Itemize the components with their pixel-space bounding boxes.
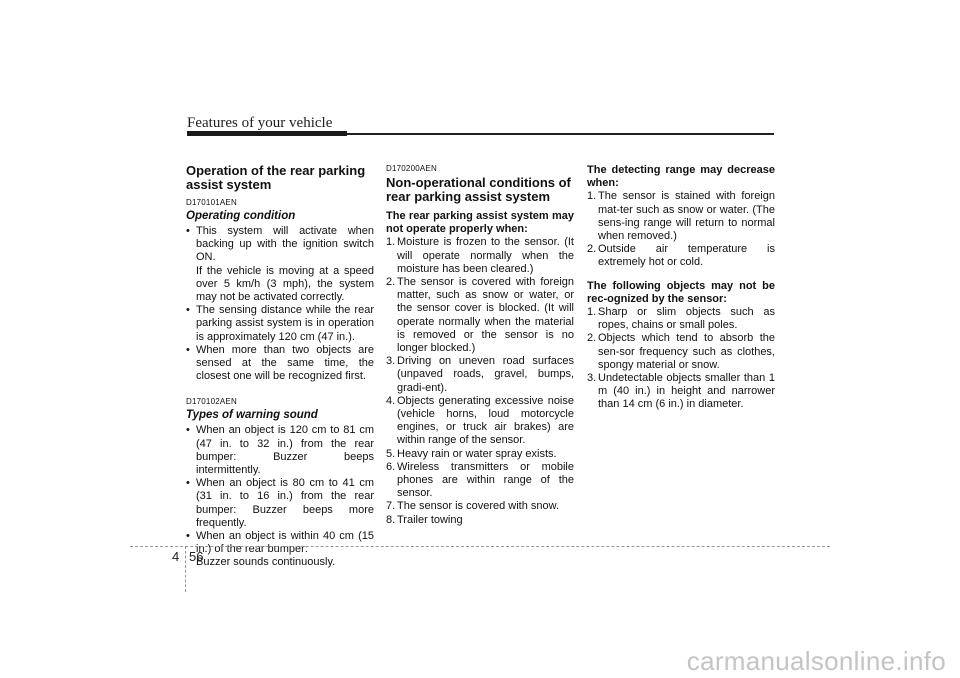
- header-rule-accent: [187, 131, 347, 136]
- list-item: 4. Objects generating excessive noise (vehicle horns, loud motorcycle engines, or truck air brakes) are within range of the sensor.: [386, 394, 574, 447]
- list-item: 1. The sensor is stained with foreign mat-ter such as snow or water. (The sens-ing range will return to normal when removed.): [587, 190, 775, 243]
- list-item: 5. Heavy rain or water spray exists.: [386, 447, 557, 460]
- list-item: 1. Moisture is frozen to the sensor. (It will operate normally when the moisture has been cleared.): [386, 236, 574, 275]
- bullet-marker: •: [186, 304, 190, 317]
- footer-divider: [185, 546, 186, 592]
- section-code: D170101AEN: [186, 198, 237, 207]
- chapter-number: 4: [172, 549, 180, 564]
- bullet-marker: •: [186, 477, 190, 490]
- list-item: • When an object is 120 cm to 81 cm (47 in. to 32 in.) from the rear bumper: Buzzer beeps intermittently.: [186, 424, 374, 477]
- heading-non-operational: Non-operational conditions of rear parking assist system: [386, 175, 571, 204]
- footer-rule: [130, 546, 830, 547]
- list-item-continuation: If the vehicle is moving at a speed over 5 km/h (3 mph), the system may not be activated correctly.: [196, 264, 374, 304]
- section-code: D170102AEN: [186, 397, 237, 407]
- list-item: 3. Undetectable objects smaller than 1 m (40 in.) in height and narrower than 14 cm (6 in.) in diameter.: [587, 372, 775, 411]
- header-rule: [187, 133, 774, 135]
- list-item: • When more than two objects are sensed at the same time, the closest one will be recognized first.: [186, 343, 374, 383]
- page-number: 56: [189, 549, 204, 564]
- list-item: 7. The sensor is covered with snow.: [386, 500, 560, 513]
- list-item: 2. Objects which tend to absorb the sen-sor frequency such as clothes, spongy material or snow.: [587, 332, 775, 371]
- section-title: Features of your vehicle: [187, 115, 333, 131]
- lead-text: The detecting range may decrease when:: [587, 164, 775, 190]
- list-item: • When an object is 80 cm to 41 cm (31 in. to 16 in.) from the rear bumper: Buzzer beeps more frequently.: [186, 477, 374, 529]
- lead-text: The rear parking assist system may not operate properly when:: [386, 210, 574, 236]
- column-right: [587, 164, 775, 412]
- heading-operation: Operation of the rear parking assist system: [186, 163, 366, 192]
- bullet-marker: •: [186, 343, 190, 356]
- bullet-marker: •: [186, 225, 190, 237]
- bullet-marker: •: [186, 530, 190, 543]
- list-item: 3. Driving on uneven road surfaces (unpaved roads, gravel, bumps, gradi-ent).: [386, 355, 574, 394]
- subheading-warning-sound: Types of warning sound: [186, 409, 318, 422]
- list-item-continuation: Buzzer sounds continuously.: [196, 556, 336, 569]
- list-item: 2. Outside air temperature is extremely hot or cold.: [587, 243, 775, 269]
- column-left: [186, 164, 374, 570]
- lead-text: The following objects may not be rec-ognized by the sensor:: [587, 279, 775, 305]
- list-item: 2. The sensor is covered with foreign matter, such as snow or water, or the sensor cover is blocked. (It will operate normally when the material is removed or the sensor is no longer blocked.): [386, 276, 574, 355]
- section-code: D170200AEN: [386, 164, 437, 173]
- column-middle: [386, 164, 574, 527]
- list-item: • When an object is within 40 cm (15 in.) of the rear bumper:: [186, 530, 374, 556]
- list-item: 1. Sharp or slim objects such as ropes, chains or small poles.: [587, 306, 775, 332]
- bullet-marker: •: [186, 424, 190, 437]
- list-item: 6. Wireless transmitters or mobile phones are within range of the sensor.: [386, 460, 574, 500]
- subheading-operating-condition: Operating condition: [186, 210, 296, 222]
- watermark: carmanualsonline.info: [686, 646, 946, 676]
- list-item: 8. Trailer towing: [386, 513, 463, 526]
- list-item: • This system will activate when backing up with the ignition switch ON.: [186, 225, 374, 264]
- list-item: • The sensing distance while the rear parking assist system is in operation is approximately 120 cm (47 in.).: [186, 304, 374, 343]
